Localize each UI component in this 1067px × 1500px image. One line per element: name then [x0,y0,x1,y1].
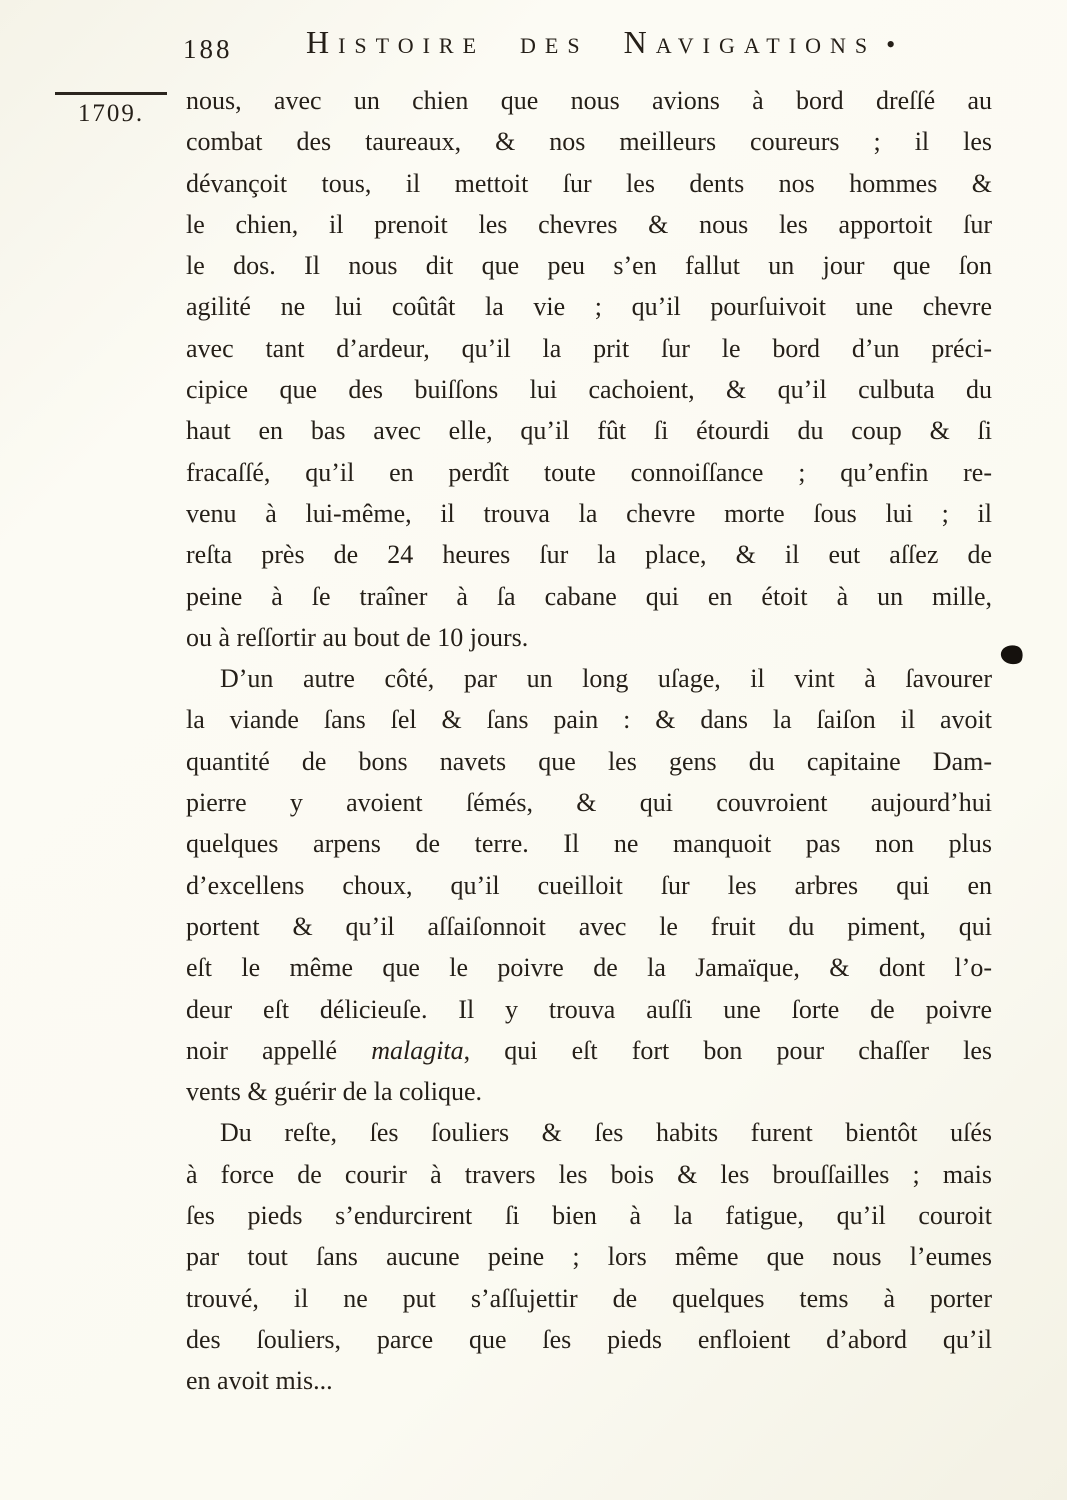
header-title: Histoire des Navigations [306,24,877,60]
text-segment: des ſouliers, parce que ſes pieds enfloient d’abord qu’il [186,1324,992,1354]
text-line [186,1278,992,1319]
text-segment: venu à lui-même, il trouva la chevre morte ſous lui ; il [186,498,992,528]
page-number: 188 [183,34,233,64]
text-line [186,80,992,121]
text-line [186,989,992,1030]
text-line [186,906,992,947]
text-segment: nous, avec un chien que nous avions à bord dreſſé au [186,86,992,115]
text-line [186,1195,992,1236]
text-line [186,782,992,823]
text-line [186,699,992,740]
text-segment: , qui eſt fort bon pour chaſſer les [463,1035,992,1065]
text-segment: reſta près de 24 heures ſur la place, & il eut aſſez de [186,540,992,570]
text-segment: vents & guérir de la colique. [186,1077,483,1107]
text-segment: pierre y avoient ſémés, & qui couvroient aujourd’hui [186,788,992,818]
text-segment: avec tant d’ardeur, qu’il la prit ſur le bord d’un préci- [186,333,992,363]
text-segment: peine à ſe traîner à ſa cabane qui en étoit à un mille, [186,581,992,611]
text-line [186,823,992,864]
text-line [186,1236,992,1277]
text-segment: fracaſſé, qu’il en perdît toute connoiſſance ; qu’enfin re- [186,457,992,487]
text-line [186,658,992,699]
text-segment: quantité de bons navets que les gens du capitaine Dam- [186,746,992,776]
text-segment: noir appellé [186,1035,372,1065]
text-segment: en avoit mis... [186,1366,333,1396]
text-line [186,328,992,369]
body-text [186,80,992,1402]
text-line [186,534,992,575]
text-segment: le chien, il prenoit les chevres & nous les apportoit ſur [186,209,992,239]
text-line [186,452,992,493]
text-segment: le dos. Il nous dit que peu s’en fallut un jour que ſon [186,251,992,281]
text-line [186,245,992,286]
italic-term: malagita [371,1035,464,1065]
text-line [186,1154,992,1195]
text-segment: combat des taureaux, & nos meilleurs coureurs ; il les [186,127,992,157]
text-line [186,741,992,782]
text-line [186,204,992,245]
text-line [186,617,992,658]
ink-blot [999,642,1026,667]
text-segment: Du reſte, ſes ſouliers & ſes habits furent bientôt uſés [220,1118,992,1148]
text-segment: trouvé, il ne put s’aſſujettir de quelques tems à porter [186,1283,992,1313]
text-segment: dévançoit tous, il mettoit ſur les dents nos hommes & [186,168,992,198]
text-segment: ou à reſſortir au bout de 10 jours. [186,622,529,652]
text-line [186,947,992,988]
margin-year: 1709. [77,100,145,127]
margin-year-note [55,92,167,128]
text-segment: deur eſt délicieuſe. Il y trouva auſſi une ſorte de poivre [186,994,992,1024]
text-segment: quelques arpens de terre. Il ne manquoit pas non plus [186,829,992,859]
text-line [186,1030,992,1071]
text-segment: eſt le même que le poivre de la Jamaïque, & dont l’o- [186,953,992,983]
text-line [186,493,992,534]
text-line [186,286,992,327]
text-segment: cipice que des buiſſons lui cachoient, & qu’il culbuta du [186,375,992,405]
text-line [186,1319,992,1360]
text-segment: portent & qu’il aſſaiſonnoit avec le fruit du piment, qui [186,911,992,941]
text-line [186,576,992,617]
text-segment: par tout ſans aucune peine ; lors même que nous l’eumes [186,1242,992,1272]
text-segment: à force de courir à travers les bois & les brouſſailles ; mais [186,1159,992,1189]
text-line [186,865,992,906]
text-segment: agilité ne lui coûtât la vie ; qu’il pourſuivoit une chevre [186,292,992,322]
text-segment: haut en bas avec elle, qu’il fût ſi étourdi du coup & ſi [186,416,992,446]
text-line [186,163,992,204]
header-ornament-icon: • [886,30,896,59]
running-header [306,24,895,61]
text-line [186,410,992,451]
text-segment: d’excellens choux, qu’il cueilloit ſur les arbres qui en [186,870,992,900]
text-line [186,121,992,162]
text-segment: D’un autre côté, par un long uſage, il vint à ſavourer [220,664,992,694]
text-line [186,1112,992,1153]
text-segment: la viande ſans ſel & ſans pain : & dans la ſaiſon il avoit [186,705,992,735]
text-line [186,369,992,410]
text-line [186,1360,992,1401]
text-line [186,1071,992,1112]
text-segment: ſes pieds s’endurcirent ſi bien à la fatigue, qu’il couroit [186,1201,992,1231]
